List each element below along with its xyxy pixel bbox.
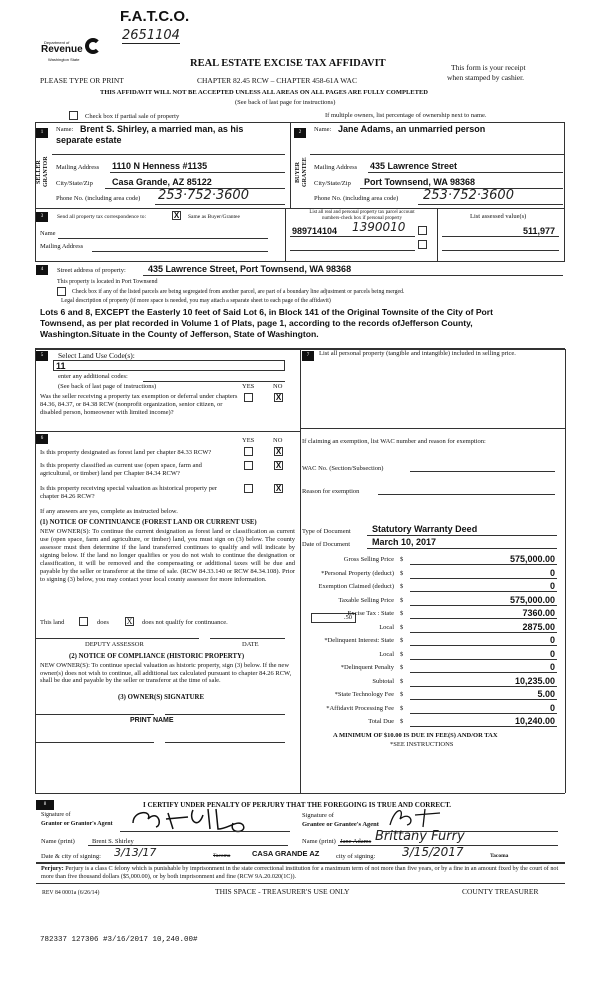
logo-state: Washington State [48,57,80,62]
wac-label: WAC No. (Section/Subsection) [302,465,384,472]
legal-line-2: Townsend, as per plat recorded in Volume 1 of Plats, page 1, according to the records ofJefferson County, [40,318,473,328]
underline [410,578,557,579]
divider [52,154,285,155]
receipt-note-1: This form is your receipt [451,63,526,72]
does-label: does [97,619,109,626]
segregated-label: Check box if any of the listed parcels are being segregated from another parcel, are part of a boundary line adjustment or parcels being merged. [72,289,405,295]
legal-description-label: Legal description of property (if more space is needed, you may attach a separate sheet to each page of the affidavit) [61,298,331,304]
tax-row-value[interactable]: 575,000.00 [509,594,555,605]
tax-row-value[interactable]: 0 [549,567,555,578]
date-line[interactable] [210,638,285,639]
grantor-name[interactable]: Brent S. Shirley [92,838,134,845]
print-name-line[interactable] [165,742,285,743]
tax-row-value[interactable]: 0 [549,581,555,591]
print-name-label: PRINT NAME [130,717,174,724]
correspondence-name-label: Name [40,230,56,237]
additional-codes-input[interactable] [143,381,285,382]
see-instructions: *SEE INSTRUCTIONS [390,741,454,748]
grantor-signature-label-1: Signature of [41,812,71,818]
divider [35,793,565,794]
additional-codes-label: enter any additional codes: [58,373,128,380]
minimum-note: A MINIMUM OF $10.00 IS DUE IN FEE(S) AND/OR TAX [333,732,498,739]
parcel-header-2: numbers-check box if personal property [322,216,402,221]
divider [35,431,300,432]
dollar-sign: $ [400,623,404,631]
divider [437,208,438,262]
seller-name-2[interactable]: separate estate [56,135,122,145]
tax-row-value[interactable]: 2875.00 [522,621,555,632]
correspondence-address-input[interactable] [92,251,268,252]
tax-row-label: Exemption Claimed (deduct) [318,583,394,590]
dollar-sign: $ [400,596,404,604]
historical-question: Is this property receiving special valuation as historical property per chapter 84.26 RCW? [40,485,218,500]
parcel-handwritten: 1390010 [352,220,406,234]
receipt-note-2: when stamped by cashier. [447,73,525,82]
street-address[interactable]: 435 Lawrence Street, Port Townsend, WA 98368 [148,264,352,274]
tax-row-label: Local [379,650,394,658]
section-6-badge: 6 [36,434,48,444]
grantee-name-struck: Jane Adams [340,838,372,845]
tax-row-label: Total Due [368,718,394,725]
grantee-signature-label-2: Grantee or Grantee's Agent [302,821,379,828]
tax-row-value[interactable]: 0 [549,648,555,659]
buyer-side-label: BUYER GRANTEE [295,157,308,187]
perjury-label: Perjury: [41,865,64,872]
seller-address-label: Mailing Address [56,164,100,171]
perjury-certification: I CERTIFY UNDER PENALTY OF PERJURY THAT THE FOREGOING IS TRUE AND CORRECT. [143,801,452,809]
if-yes-note: If any answers are yes, complete as instructed below. [40,508,178,515]
underline [410,645,557,646]
buyer-city[interactable]: Port Townsend, WA 98368 [364,177,476,187]
divider [565,349,566,793]
underline [418,204,563,205]
underline [410,699,557,700]
personal-property-checkbox[interactable] [418,240,427,249]
no-header: NO [273,383,283,390]
underline [110,172,285,173]
underline [410,659,557,660]
see-back: (See back of last page for instructions) [235,99,336,106]
seller-name-1[interactable]: Brent S. Shirley, a married man, as his [80,124,244,134]
grantee-city-label: city of signing: [336,853,376,860]
forest-question: Is this property designated as forest land per chapter 84.33 RCW? [40,449,212,456]
doc-date-label: Date of Document [302,541,351,548]
notice-continuance-title: (1) NOTICE OF CONTINUANCE (FOREST LAND OR CURRENT USE) [40,519,257,526]
section-1-badge: 1 [36,128,48,138]
underline [290,236,415,237]
logo-dept: Department of [44,40,70,45]
correspondence-address-label: Mailing Address [40,243,84,250]
forest-yes-checkbox[interactable] [244,447,253,456]
tax-row-value[interactable]: 7360.00 [522,608,555,618]
chapter: CHAPTER 82.45 RCW – CHAPTER 458-61A WAC [197,76,357,85]
tax-row-value[interactable]: 10,240.00 [514,716,555,726]
doc-date[interactable]: March 10, 2017 [372,537,437,547]
grantor-city-struck: Tacoma [213,853,231,859]
underline [367,535,557,536]
section-4-badge: 4 [36,265,48,275]
buyer-address[interactable]: 435 Lawrence Street [370,161,458,171]
forest-no-checkbox[interactable]: X [275,447,282,456]
underline [410,726,557,727]
land-use-label: Select Land Use Code(s): [58,351,135,360]
grantor-date-label: Date & city of signing: [41,853,101,860]
assessed-header: List assessed value(s) [470,213,527,220]
buyer-address-label: Mailing Address [314,164,358,171]
underline [410,672,557,673]
underline [368,172,563,173]
owner-signature-label: (3) OWNER(S) SIGNATURE [118,694,204,701]
dollar-sign: $ [400,664,404,671]
legal-line-1: Lots 6 and 8, EXCEPT the Easterly 10 feet of Said Lot 6, in Block 141 of the Original Townsite of the City of Port [40,307,494,317]
seller-phone-label: Phone No. (including area code) [56,195,141,202]
this-land-label: This land [40,619,65,626]
assessed-value[interactable]: 511,977 [522,226,555,236]
perjury-notice [41,865,563,881]
section-2-badge: 2 [294,128,306,138]
located-in: This property is located in Port Townsend [57,279,158,285]
divider [290,122,291,208]
section-7-badge: 7 [302,351,314,361]
dollar-sign: $ [400,704,404,712]
grantor-date[interactable]: 3/13/17 [114,846,157,859]
send-correspondence-label: Send all property tax correspondence to: [57,214,147,220]
divider [310,154,565,155]
segregated-checkbox[interactable] [57,287,66,296]
grantee-signature-label-1: Signature of [302,812,334,819]
underline [410,605,557,606]
does-not-label: does not qualify for continuance. [142,619,228,626]
local-rate-input[interactable]: .50 [311,613,356,623]
grantee-name-handwritten[interactable]: Brittany Furry [375,829,465,844]
reason-label: Reason for exemption [302,488,360,495]
underline [410,591,557,592]
dor-logo [40,38,102,66]
seller-city-label: City/State/Zip [56,180,93,187]
parcel-header-1: List all real and personal property tax parcel account [309,210,415,215]
tax-row-label: Local [379,623,394,631]
divider [35,208,565,209]
treasurer-use-only: THIS SPACE - TREASURER'S USE ONLY [215,887,350,896]
parcel-number[interactable]: 989714104 [292,226,338,236]
underline [143,275,563,276]
grantee-signature[interactable] [385,805,445,831]
historical-no-checkbox[interactable]: X [275,484,282,493]
yes-header: YES [242,437,255,444]
does-qualify-checkbox[interactable] [79,617,88,626]
buyer-name-label: Name: [314,126,332,133]
underline [290,250,415,251]
current-use-yes-checkbox[interactable] [244,461,253,470]
exemption-no-checkbox[interactable]: X [275,393,282,402]
buyer-name[interactable]: Jane Adams, an unmarried person [338,124,486,134]
divider [300,428,565,429]
tax-row-label: *State Technology Fee [334,691,394,698]
divider [36,862,565,864]
grantee-name-label: Name (print) [302,838,336,845]
dollar-sign: $ [400,677,404,685]
wac-input[interactable] [410,471,555,472]
partial-sale-checkbox[interactable] [69,111,78,120]
tax-row-value[interactable]: 10,235.00 [514,675,555,686]
order-number: 2651104 [122,28,180,43]
logo-name: Revenue [41,44,83,55]
tax-row-label: Excise Tax : State [347,610,394,617]
section-8-badge: 8 [36,800,54,810]
exemption-instructions: If claiming an exemption, list WAC number and reason for exemption: [302,438,486,445]
doc-type-label: Type of Document [302,528,351,535]
perjury-text: Perjury is a class C felony which is punishable by imprisonment in the state correctional institution for a maximum term of not more than five years, or by a fine in an amount fixed by the court of not more than five thousand dollars ($5,000.00), or by both imprisonment and fine (RCW 9A.20.020(1C)). [41,865,559,880]
underline [442,236,559,237]
seller-phone[interactable]: 253·752·3600 [158,188,249,203]
tax-row-label: Taxable Selling Price [338,596,394,604]
grantor-name-label: Name (print) [41,838,75,845]
dollar-sign: $ [400,610,404,617]
warning: THIS AFFIDAVIT WILL NOT BE ACCEPTED UNLESS ALL AREAS ON ALL PAGES ARE FULLY COMPLETED [100,89,428,96]
notice-compliance-title: (2) NOTICE OF COMPLIANCE (HISTORIC PROPERTY) [69,653,245,660]
grantor-signature-label-2: Grantor or Grantor's Agent [41,821,113,827]
tax-row-value[interactable]: 575,000.00 [509,554,555,564]
owner-signature-line[interactable] [165,714,285,715]
no-header: NO [273,437,283,444]
street-address-label: Street address of property: [57,267,126,274]
correspondence-name-input[interactable] [58,238,268,239]
deputy-assessor-label: DEPUTY ASSESSOR [85,641,144,648]
notice-continuance-text: NEW OWNER(S): To continue the current designation as forest land or classification as current use (open space, farm and agriculture, or timber) land, you must sign on (3) below. The county assessor must then determine if the land transferred continues to qualify and will indicate by signing below. If the land no longer qualifies or you do not wish to continue the designation or classification, it will be removed and the compensating or additional taxes will be due and payable by the seller or transferor at the time of sale. (RCW 84.33.140 or RCW 84.34.108). Prior to signing (3) below, you may contact your local county assessor for more information. [40,528,295,583]
seller-city[interactable]: Casa Grande, AZ 85122 [112,177,212,187]
dollar-sign: $ [400,637,404,644]
yes-header: YES [242,383,255,390]
legal-line-3: Washington.Situate in the County of Jefferson, State of Washington. [40,329,319,339]
buyer-phone-label: Phone No. (including area code) [314,195,399,202]
section-3-badge: 3 [36,212,48,222]
dollar-sign: $ [400,691,404,698]
see-back-instructions: (See back of last page of instructions) [58,383,157,390]
grantor-city[interactable]: CASA GRANDE AZ [252,849,320,858]
grantor-signature[interactable] [128,805,268,833]
dollar-sign: $ [400,583,404,590]
tax-row-label: Subtotal [372,677,394,685]
historical-yes-checkbox[interactable] [244,484,253,493]
underline [410,564,557,565]
same-as-buyer-label: Same as Buyer/Grantee [188,214,240,220]
exemption-yes-checkbox[interactable] [244,393,253,402]
tax-row-value[interactable]: 0 [549,635,555,645]
dollar-sign: $ [400,650,404,658]
fatco-stamp: F.A.T.C.O. [120,8,190,25]
doc-type[interactable]: Statutory Warranty Deed [372,524,478,534]
exemption-question: Was the seller receiving a property tax exemption or deferral under chapters 84.36, 84.37, or 84.38 RCW (nonprofit organization, senior citizen, or disabled person, homeowner with limited income)? [40,393,238,416]
please-type: PLEASE TYPE OR PRINT [40,76,124,85]
divider [36,883,565,884]
underline [120,831,290,832]
multiple-owners-note: If multiple owners, list percentage of ownership next to name. [325,112,487,119]
tax-row-value[interactable]: 0 [549,662,555,672]
section-5-badge: 5 [36,351,48,361]
county-treasurer: COUNTY TREASURER [462,887,539,896]
grantee-city[interactable]: Tacoma [490,853,509,859]
underline [410,713,557,714]
current-use-question: Is this property classified as current use (open space, farm and agricultural, or timber) land per Chapter 84.34 RCW? [40,462,202,477]
date-label: DATE [242,641,259,648]
logo-swirl-icon [85,38,101,54]
personal-property-checkbox[interactable] [418,226,427,235]
buyer-city-label: City/State/Zip [314,180,351,187]
legal-description[interactable] [40,307,493,340]
form-revision: REV 84 0001a (6/26/14) [42,890,100,896]
partial-sale-label: Check box if partial sale of property [85,113,180,120]
tax-row-label: *Personal Property (deduct) [321,569,394,577]
tax-row-value[interactable]: 0 [549,702,555,713]
dollar-sign: $ [400,718,404,725]
form-title: REAL ESTATE EXCISE TAX AFFIDAVIT [190,58,386,69]
divider [35,349,36,793]
dollar-sign: $ [400,556,404,563]
print-name-line[interactable] [36,742,154,743]
same-as-buyer-checkbox[interactable]: X [173,211,180,220]
underline [410,686,557,687]
seller-name-label: Name: [56,126,74,133]
reason-input[interactable] [378,494,555,495]
underline [155,204,285,205]
tax-row-label: *Delinquent Penalty [340,664,394,671]
underline [410,632,557,633]
underline [367,548,557,549]
does-not-qualify-checkbox[interactable]: X [126,617,133,626]
underline [442,250,559,251]
personal-property-label: List all personal property (tangible and intangible) included in selling price. [319,350,516,357]
land-use-input[interactable]: 11 [53,360,285,371]
grantee-date[interactable]: 3/15/2017 [402,845,464,859]
tax-row-label: *Affidavit Processing Fee [326,704,394,712]
owner-signature-line[interactable] [36,714,154,715]
tax-row-value[interactable]: 5.00 [537,689,555,699]
buyer-phone[interactable]: 253·752·3600 [423,188,514,203]
seller-address[interactable]: 1110 N Henness #1135 [112,161,208,171]
treasurer-receipt-stamp: 782337 127306 #3/16/2017 10,240.00# [40,936,198,944]
notice-compliance-text: NEW OWNER(S): To continue special valuation as historic property, sign (3) below. If the new owner(s) does not wish to continue, all additional tax calculated pursuant to chapter 84.26 RCW, shall be due and payable by the seller or transferor at the time of sale. [40,662,292,684]
seller-side-label: SELLER GRANTOR [36,156,49,188]
tax-row-label: Gross Selling Price [343,556,394,563]
divider [285,208,286,262]
dollar-sign: $ [400,569,404,577]
current-use-no-checkbox[interactable]: X [275,461,282,470]
deputy-assessor-line[interactable] [36,638,199,639]
underline [410,618,557,619]
tax-row-label: *Delinquent Interest: State [324,637,394,644]
